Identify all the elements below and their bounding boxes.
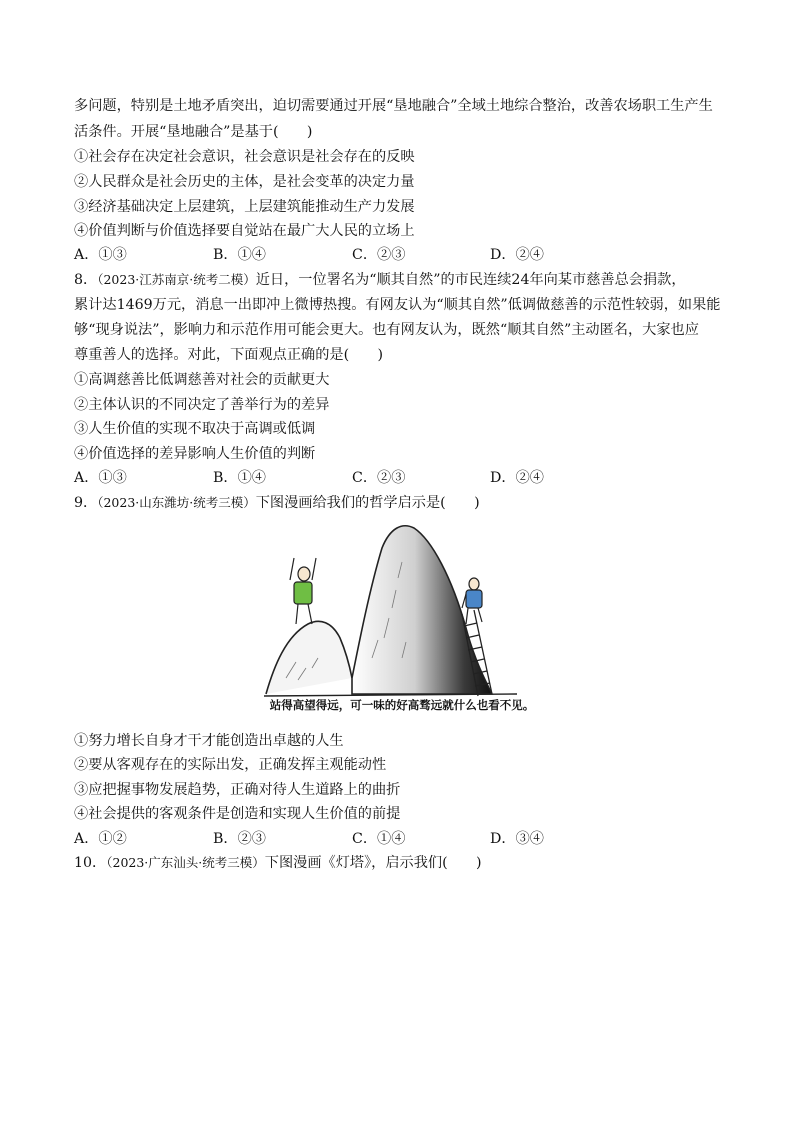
q9-option-c[interactable]: C．①④ [352,831,406,847]
q8-item-4: ④价值选择的差异影响人生价值的判断 [74,446,316,462]
cartoon-figure [252,518,552,718]
q9-option-a[interactable]: A．①② [74,831,127,847]
q9-options [74,829,714,849]
q8-source: （2023·江苏南京·统考二模） [97,272,256,287]
q8-item-2: ②主体认识的不同决定了善举行为的差异 [74,397,330,413]
q10-stem [74,853,482,873]
q9-number: 9． [74,495,98,511]
q8-options [74,468,714,488]
q9-stem [74,493,480,513]
q7-continuation-line-1: 多问题，特别是土地矛盾突出，迫切需要通过开展“垦地融合”全域土地综合整治，改善农场职工生产生 [74,98,713,114]
q7-option-c[interactable]: C．②③ [352,247,406,263]
right-climber [462,578,482,624]
q10-stem-text: 下图漫画《灯塔》，启示我们( ) [264,855,482,871]
q9-item-2: ②要从客观存在的实际出发，正确发挥主观能动性 [74,757,387,773]
q8-option-d[interactable]: D．②④ [490,470,544,486]
q7-option-b[interactable]: B．①④ [213,247,266,263]
q7-option-a[interactable]: A．①③ [74,247,127,263]
q7-options [74,245,714,265]
q9-item-3: ③应把握事物发展趋势，正确对待人生道路上的曲折 [74,782,401,798]
q8-item-1: ①高调慈善比低调慈善对社会的贡献更大 [74,372,330,388]
q8-option-b[interactable]: B．①④ [213,470,266,486]
q10-source: （2023·广东汕头·统考三模） [106,855,265,870]
q8-stem-line-2: 累计达1469万元，消息一出即冲上微博热搜。有网友认为“顺其自然”低调做慈善的示范性较弱，如果能 [74,297,721,313]
q8-stem-line-4: 尊重善人的选择。对此，下面观点正确的是( ) [74,347,384,363]
q8-item-3: ③人生价值的实现不取决于高调或低调 [74,421,316,437]
q8-option-c[interactable]: C．②③ [352,470,406,486]
q8-number: 8． [74,272,98,288]
q7-item-2: ②人民群众是社会历史的主体，是社会变革的决定力量 [74,174,415,190]
q7-item-4: ④价值判断与价值选择要自觉站在最广大人民的立场上 [74,223,415,239]
q7-continuation-line-2: 活条件。开展“垦地融合”是基于( ) [74,124,313,140]
q8-stem-line-3: 够“现身说法”，影响力和示范作用可能会更大。也有网友认为，既然“顺其自然”主动匿名，大家也应 [74,322,699,338]
q9-option-b[interactable]: B．②③ [213,831,266,847]
q9-stem-text: 下图漫画给我们的哲学启示是( ) [255,495,480,511]
q8-stem-line-1 [74,270,686,290]
q7-item-1: ①社会存在决定社会意识，社会意识是社会存在的反映 [74,149,415,165]
small-hill [266,621,352,694]
q9-option-d[interactable]: D．③④ [490,831,544,847]
q10-number: 10． [74,855,107,871]
q9-item-4: ④社会提供的客观条件是创造和实现人生价值的前提 [74,806,401,822]
tall-mountain [352,526,492,694]
q7-option-d[interactable]: D．②④ [490,247,544,263]
q9-source: （2023·山东潍坊·统考三模） [97,495,256,510]
left-climber [290,558,316,624]
q8-stem-text: 近日，一位署名为“顺其自然”的市民连续24年向某市慈善总会捐款， [255,272,686,288]
q8-option-a[interactable]: A．①③ [74,470,127,486]
cartoon-caption: 站得高望得远，可一味的好高骛远就什么也看不见。 [269,698,535,712]
q9-item-1: ①努力增长自身才干才能创造出卓越的人生 [74,733,344,749]
q7-item-3: ③经济基础决定上层建筑，上层建筑能推动生产力发展 [74,199,415,215]
cartoon-illustration [252,518,552,698]
